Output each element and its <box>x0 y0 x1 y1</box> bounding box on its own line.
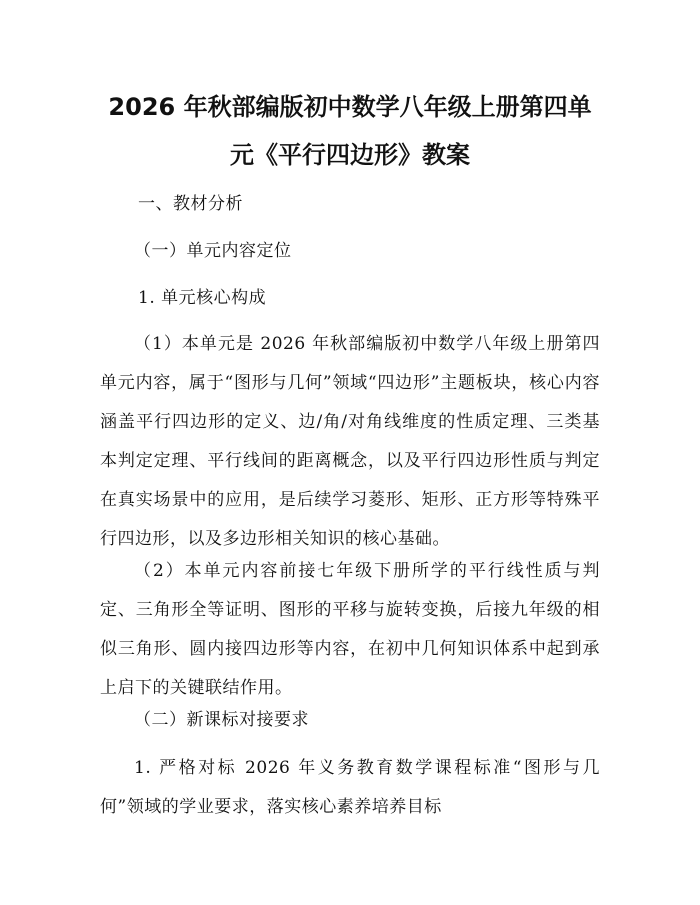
paragraph-curriculum-alignment: 1. 严格对标 2026 年义务教育数学课程标准“图形与几何”领域的学业要求，落实核心素养培养目标 <box>100 758 600 817</box>
paragraph-unit-connections: （2）本单元内容前接七年级下册所学的平行线性质与判定、三角形全等证明、图形的平移与旋转变换，后接九年级的相似三角形、圆内接四边形等内容，在初中几何知识体系中起到承上启下的关键联结作用。 <box>100 561 600 698</box>
document-title-line-2: 元《平行四边形》教案 <box>230 141 470 169</box>
paragraph-unit-content: （1）本单元是 2026 年秋部编版初中数学八年级上册第四单元内容，属于“图形与几何”领域“四边形”主题板块，核心内容涵盖平行四边形的定义、边/角/对角线维度的性质定理、三类基本判定定理、平行线间的距离概念，以及平行四边形性质与判定在真实场景中的应用，是后续学习菱形、矩形、正方形等特殊平行四边形，以及多边形相关知识的核心基础。 <box>100 334 600 549</box>
item-heading-unit-core-composition: 1. 单元核心构成 <box>138 288 267 308</box>
section-heading-textbook-analysis: 一、教材分析 <box>138 194 243 214</box>
subsection-heading-curriculum-standards: （二）新课标对接要求 <box>134 710 309 730</box>
subsection-heading-unit-positioning: （一）单元内容定位 <box>134 241 292 261</box>
document-title-line-1: 2026 年秋部编版初中数学八年级上册第四单 <box>108 93 592 121</box>
